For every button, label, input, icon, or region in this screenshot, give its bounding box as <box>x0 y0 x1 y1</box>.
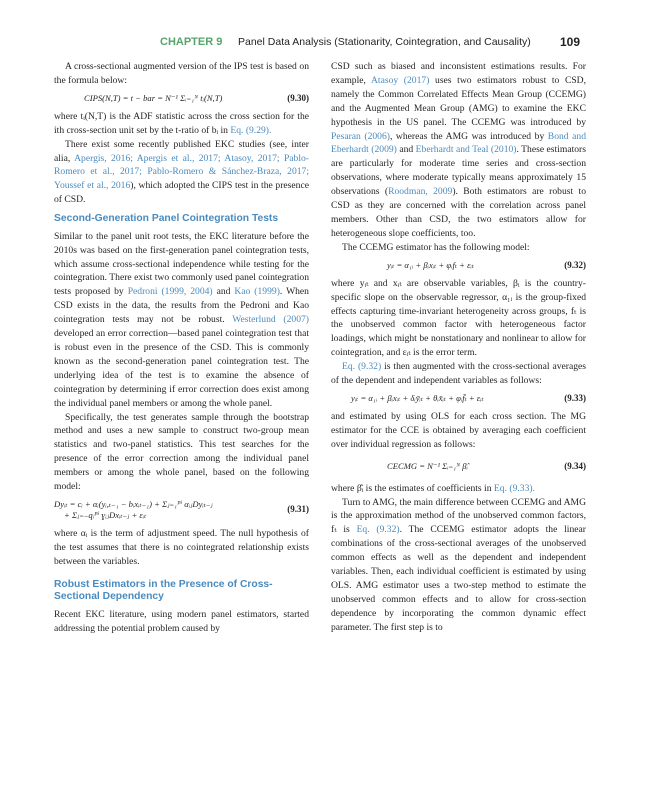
text: CSD such as biased and inconsistent estimations results. For example, <box>331 61 586 86</box>
page-number: 109 <box>559 35 580 49</box>
text: developed an error correction—based panel cointegration test that is robust even in the presence of the CSD. This is commonly known as the second-generation panel cointegration test. The underlying idea of the test is to examine the absence of cointegration by determining if error correction does exist among the individual panel members or among the whole panel. <box>54 328 309 409</box>
equation-number: (9.30) <box>287 92 309 103</box>
paragraph <box>54 230 309 411</box>
text: . The CCEMG estimator adopts the linear combinations of the cross-sectional averages of the unobserved common effects as well as the dependent and independent variables. Then, each individual coefficient is estimated by using OLS. AMG estimator uses a two-step method to estimate the unobserved common effects and to allow for cross-section dependence by incorporating the common dynamic effect parameter. The first step is to <box>331 524 586 633</box>
text: , whereas the AMG was introduced by <box>389 130 548 142</box>
equation-9-33 <box>331 393 586 404</box>
equation-line: Dyᵢₜ = cᵢ + αᵢ(yᵢ,ₜ₋₁ − bᵢxᵢₜ₋₁) + Σⱼ₌₁ᴾⁱ αᵢⱼDyᵢₜ₋ⱼ <box>54 498 213 509</box>
paragraph <box>54 138 309 208</box>
equation-number: (9.32) <box>564 259 586 270</box>
left-column <box>54 60 309 636</box>
paragraph: and estimated by using OLS for each cross section. The MG estimator for the CCE is obtained by averaging each coefficient over individual regression as follows: <box>331 410 586 450</box>
text: There exist some recently published EKC studies (see, inter alia, <box>54 138 309 164</box>
citation-link[interactable]: Apergis, 2016; Apergis et al., 2017; Atasoy, 2017; Pablo-Romero et al., 2017; Pablo-Romero & Sánchez-Braza, 2017; Youssef et al., 2016 <box>54 152 309 192</box>
text: and <box>396 144 416 156</box>
paragraph: Specifically, the test generates sample through the bootstrap method and uses a new sample to construct two-group mean statistics and two-panel statistics. This test searches for the presence of the error correction among the individual panel members or among the whole panel, based on the following model: <box>54 411 309 493</box>
citation-link[interactable]: Eberhardt and Teal (2010) <box>415 144 517 156</box>
text: and <box>212 286 235 298</box>
paragraph: where yᵢₜ and xᵢₜ are observable variables, βᵢ is the country-specific slope on the observable regressor, α₁ᵢ is the group-fixed effects capturing time-invariant heterogeneity across groups, fₜ is the unobserved common factor with heterogeneous factor loadings, which might be nonstationary and nonlinear to allow for cointegration, and εᵢₜ is the error term. <box>331 277 586 359</box>
equation-9-31 <box>54 499 309 521</box>
equation-ref-link[interactable]: Eq. (9.29). <box>230 124 272 136</box>
equation-body: CECMG = N⁻¹ Σᵢ₌₁ᴺ β̂ᵢ <box>387 460 468 471</box>
text: . These estimators are particularly for moderate time series and cross-section observations, where moderate typically means approximately 15 observations ( <box>331 144 586 198</box>
text: ), which adopted the CIPS test in the presence of CSD. <box>54 180 309 206</box>
equation-ref-link[interactable]: Eq. (9.32) <box>356 524 400 536</box>
equation-9-34 <box>331 461 586 472</box>
equation-body <box>54 499 213 521</box>
paragraph <box>331 60 586 241</box>
citation-link[interactable]: Bond and Eberhardt (2009) <box>331 130 586 156</box>
chapter-label: CHAPTER 9 <box>160 36 223 48</box>
equation-body: CIPS(N,T) = t − bar = N⁻¹ Σᵢ₌₁ᴺ tᵢ(N,T) <box>84 92 223 103</box>
equation-ref-link[interactable]: Eq. (9.32) <box>342 361 382 373</box>
citation-link[interactable]: Atasoy (2017) <box>371 74 430 86</box>
citation-link[interactable]: Kao (1999) <box>234 286 280 298</box>
section-heading: Second-Generation Panel Cointegration Tests <box>54 213 279 225</box>
paragraph <box>331 482 586 496</box>
section-heading: Robust Estimators in the Presence of Cross-Sectional Dependency <box>54 578 273 603</box>
citation-link[interactable]: Westerlund (2007) <box>232 314 309 326</box>
paragraph <box>331 360 586 388</box>
text: Similar to the panel unit root tests, the EKC literature before the 2010s was based on the first-generation panel cointegration tests, which assume cross-sectional independence while testing for the cointegration. There exist two commonly used panel cointegration tests proposed by <box>54 230 309 298</box>
citation-link[interactable]: Pedroni (1999, 2004) <box>127 286 213 298</box>
equation-body: yᵢₜ = α₁ᵢ + βᵢxᵢₜ + δᵢȳᵢₜ + θᵢx̄ᵢₜ + φᵢf̄ₜ + εᵢₜ <box>351 392 484 403</box>
text: . When CSD exists in the data, the results from the Pedroni and Kao cointegration tests may not be robust. <box>54 286 309 326</box>
equation-9-32 <box>331 260 586 271</box>
text: ). Both estimators are robust to CSD as they are concerned with the correlation across panel members. Other than CSD, the two estimators allow for heterogeneous slope coefficients, too. <box>331 186 586 239</box>
text: where tᵢ(N,T) is the ADF statistic across the cross section for the ith cross-section unit set by the t-ratio of bᵢ in <box>54 110 309 136</box>
citation-link[interactable]: Pesaran (2006) <box>331 130 390 142</box>
equation-9-30 <box>54 93 309 104</box>
chapter-title: Panel Data Analysis (Stationarity, Cointegration, and Causality) <box>238 36 531 48</box>
equation-line: + Σⱼ₌₋qᵢᴾⁱ ɣᵢⱼDxᵢₜ₋ⱼ + εᵢₜ <box>64 509 147 520</box>
equation-number: (9.34) <box>564 460 586 471</box>
equation-number: (9.33) <box>564 392 586 403</box>
paragraph: where αᵢ is the term of adjustment speed. The null hypothesis of the test assumes that there is no cointegrated relationship exists between the variables. <box>54 527 309 567</box>
text: is then augmented with the cross-sectional averages of the dependent and independent variables as follows: <box>331 361 586 387</box>
paragraph: Recent EKC literature, using modern panel estimators, started addressing the potential problem caused by <box>54 608 309 634</box>
text: uses two estimators robust to CSD, namely the Common Correlated Effects Mean Group (CCEMG) and the Augmented Mean Group (AMG) to examine the EKC hypothesis in the US panel. The CCEMG was introduced by <box>331 74 587 128</box>
paragraph: A cross-sectional augmented version of the IPS test is based on the formula below: <box>54 61 309 86</box>
text: Turn to AMG, the main difference between CCEMG and AMG is the approximation method of the unobserved common factors, fₜ is <box>331 496 586 536</box>
equation-body: yᵢₜ = α₁ᵢ + βᵢxᵢₜ + φᵢfₜ + εᵢₜ <box>387 259 474 270</box>
paragraph <box>54 110 309 138</box>
right-column <box>331 60 586 635</box>
page-header <box>150 34 590 50</box>
equation-ref-link[interactable]: Eq. (9.33). <box>493 482 535 494</box>
citation-link[interactable]: Roodman, 2009 <box>388 186 453 198</box>
equation-number: (9.31) <box>287 504 309 515</box>
paragraph <box>331 496 586 635</box>
text: where β̂ᵢ is the estimates of coefficients in <box>331 482 494 494</box>
paragraph: The CCEMG estimator has the following model: <box>342 241 530 253</box>
